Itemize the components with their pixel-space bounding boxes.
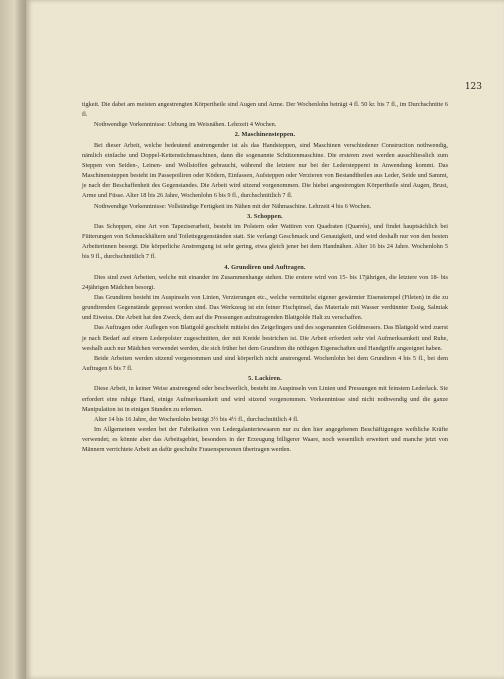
paragraph: Nothwendige Vorkenntnisse: Vollständige Fertigkeit im Nähen mit der Nähmaschine. Lehrzeit 4 bis 6 Wochen.: [94, 202, 372, 210]
section-heading: 2. Maschinensteppen.: [234, 131, 296, 139]
paragraph: Nothwendige Vorkenntnisse: Uebung im Weisnähen. Lehrzeit 4 Wochen.: [94, 121, 277, 129]
section-heading: 5. Lackiren.: [248, 375, 282, 383]
paragraph: Das Schoppen, eine Art von Tapeziserarbeit, besteht im Polstern oder Wattiren von Quadraten (Quarrés), und findet hauptsächlich bei Fütterungen von Schmuckhältern und Toilettegegenständen statt. Sie verlangt Geschmack und Genauigkeit, und wird deshalb nur von den besten Arbeiterinnen besorgt. Die körperliche Anstrengung ist sehr gering, etwa gleich jener bei dem Handnähen. Alter 16 bis 24 Jahre. Wochenlohn 5 bis 9 fl., durchschnittlich 7 fl.: [82, 222, 448, 261]
section-heading: 3. Schoppen.: [247, 212, 283, 220]
page-body: [82, 100, 448, 455]
paragraph: Diese Arbeit, in keiner Weise anstrengend oder beschwerlich, besteht im Auspinseln von Linien und Pressungen mit feinstem Lederlack. Sie erfordert eine ruhige Hand, einige Aufmerksamkeit und wird sitzend vorgenommen. Vorkenntnisse sind nicht nothwendig und die ganze Manipulation ist in einigen Stunden zu erlernen.: [82, 385, 448, 413]
adjacent-page-edge: [0, 0, 26, 679]
paragraph: Das Grundiren besteht im Auspinseln von Linien, Verzierungen etc., welche vermittelst eigener gewärmter Eisenstempel (Fileten) in die zu grundirenden Gegenstände gepresst worden sind. Das Werkzeug ist ein feiner Fischpinsel, das Materiale mit Wasser verdünnter Essig, Salmiak und Eiweiss. Die Arbeit hat den Zweck, dem auf die Pressungen aufzutragenden Blattgolde Halt zu verschaffen.: [82, 293, 448, 322]
paragraph: Dies sind zwei Arbeiten, welche mit einander im Zusammenhange stehen. Die erstere wird von 15- bis 17jährigen, die letztere von 18- bis 24jährigen Mädchen besorgt.: [82, 273, 448, 291]
paragraph: Beide Arbeiten werden sitzend vorgenommen und sind körperlich nicht anstrengend. Wochenlohn bei dem Grundiren 4 bis 5 fl., bei dem Auftragen 6 bis 7 fl.: [82, 354, 448, 373]
paragraph: Im Allgemeinen werden bei der Fabrikation von Ledergalanteriewaaren nur zu den hier angegebenen Beschäftigungen weibliche Kräfte verwendet; es könnte aber das Arbeitsgebiet, besonders in der Erzeugung billigerer Waare, noch wesentlich erweitert und manche jetzt von Männern verrichtete Arbeit an dafür geschulte Frauenspersonen übertragen werden.: [82, 426, 448, 454]
page-number: 123: [464, 82, 482, 92]
section-heading: 4. Grundiren und Auftragen.: [224, 263, 306, 271]
paragraph: tigkeit. Die dabei am meisten angestrengten Körpertheile sind Augen und Arme. Der Wochenlohn beträgt 4 fl. 50 kr. bis 7 fl., im Durchschnitte 6 fl.: [82, 101, 448, 119]
paragraph: Alter 14 bis 16 Jahre, der Wochenlohn beträgt 3½ bis 4½ fl., durchschnittlich 4 fl.: [94, 415, 299, 423]
paragraph: Bei dieser Arbeit, welche bedeutend anstrengender ist als das Handsteppen, sind Maschinen verschiedener Construction nothwendig, nämlich einfache und Doppel-Kettenstichmaschinen, dann die sogenannte Schützenmaschine. Die ersteren zwei werden ausschliesslich zum Steppen von Seiden-, Leinen- und Wollstoffen gebraucht, während die letztere nur bei der Lederstepperei in Anwendung kommt. Das Maschinensteppen besteht im Passepoiliren oder Ködern, Einfassen, Aufsteppen oder Verzieren von Bestandtheilen aus Leder, Seide und Sammt, je nach der Beschaffenheit des Gegenstandes. Die Arbeit wird sitzend vorgenommen. Die hiebei angestrengten Körpertheile sind Augen, Brust, Arme und Füsse. Alter 18 bis 26 Jahre, Wochenlohn 6 bis 9 fl., durchschnittlich 7 fl.: [82, 141, 448, 200]
book-page: [26, 0, 504, 679]
paragraph: Das Auftragen oder Auflegen von Blattgold geschieht mittelst des Zeigefingers und des sogenannten Goldmessers. Das Blattgold wird zuerst je nach Bedarf auf einem Lederpolster zugeschnitten, der mit Kreide bestrichen ist. Die Arbeit erfordert sehr viel Aufmerksamkeit und Ruhe, weshalb auch nur Mädchen verwendet werden, die sich früher bei dem Grundiren die nöthigen Eigenschaften und Handgriffe angeeignet haben.: [82, 324, 448, 352]
